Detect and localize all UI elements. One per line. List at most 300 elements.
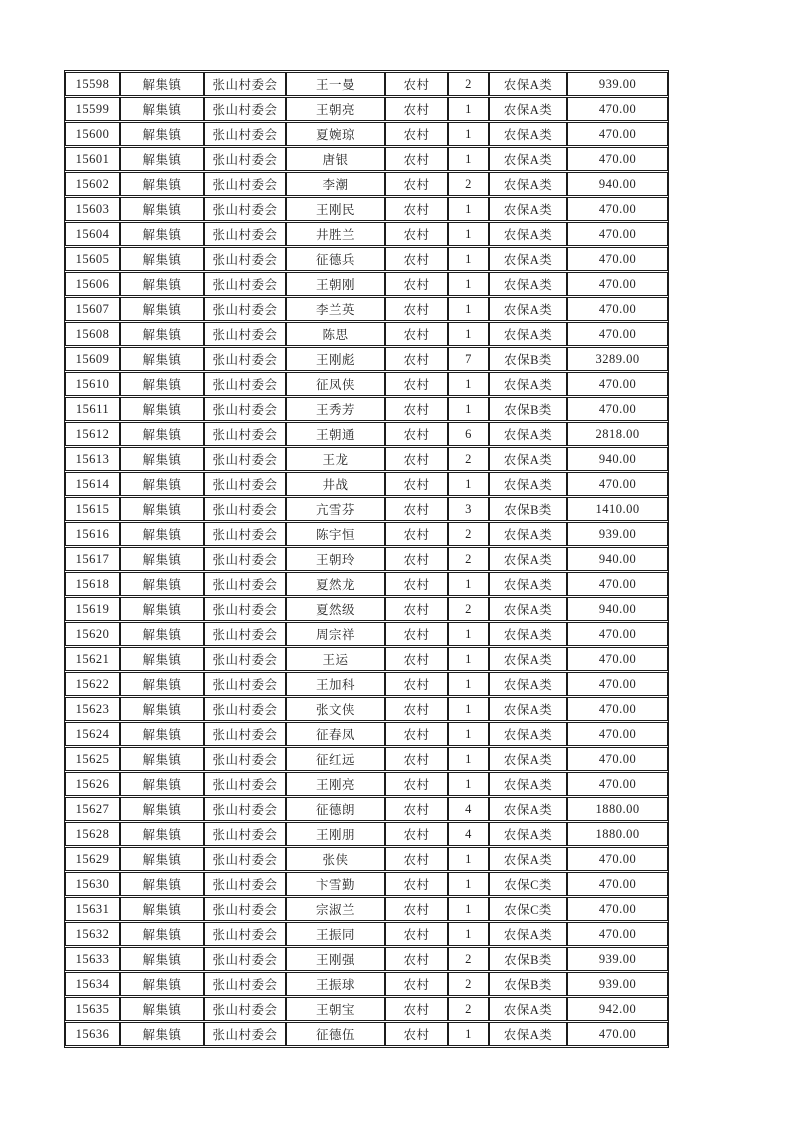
cell-person-count: 1 <box>448 222 489 246</box>
cell-village-committee: 张山村委会 <box>204 72 286 96</box>
cell-amount: 470.00 <box>567 697 668 721</box>
cell-serial-number: 15605 <box>65 247 120 271</box>
cell-insurance-category: 农保B类 <box>489 972 567 996</box>
cell-amount: 939.00 <box>567 972 668 996</box>
cell-amount: 470.00 <box>567 197 668 221</box>
cell-village-committee: 张山村委会 <box>204 147 286 171</box>
cell-amount: 470.00 <box>567 222 668 246</box>
table-row <box>65 847 668 871</box>
cell-town: 解集镇 <box>120 172 204 196</box>
cell-person-name: 张侠 <box>286 847 385 871</box>
cell-serial-number: 15632 <box>65 922 120 946</box>
cell-area-type: 农村 <box>385 272 448 296</box>
cell-serial-number: 15619 <box>65 597 120 621</box>
cell-insurance-category: 农保A类 <box>489 322 567 346</box>
cell-insurance-category: 农保A类 <box>489 772 567 796</box>
cell-village-committee: 张山村委会 <box>204 422 286 446</box>
cell-person-name: 征德朗 <box>286 797 385 821</box>
cell-village-committee: 张山村委会 <box>204 722 286 746</box>
table-row <box>65 1022 668 1046</box>
cell-town: 解集镇 <box>120 422 204 446</box>
cell-person-count: 1 <box>448 247 489 271</box>
cell-insurance-category: 农保B类 <box>489 397 567 421</box>
cell-person-name: 王运 <box>286 647 385 671</box>
table-row <box>65 672 668 696</box>
cell-person-name: 征凤侠 <box>286 372 385 396</box>
cell-person-count: 4 <box>448 822 489 846</box>
cell-person-count: 1 <box>448 697 489 721</box>
cell-insurance-category: 农保A类 <box>489 797 567 821</box>
table-row <box>65 997 668 1021</box>
cell-amount: 470.00 <box>567 847 668 871</box>
table-row <box>65 222 668 246</box>
cell-town: 解集镇 <box>120 672 204 696</box>
cell-area-type: 农村 <box>385 797 448 821</box>
cell-town: 解集镇 <box>120 597 204 621</box>
table-row <box>65 472 668 496</box>
cell-area-type: 农村 <box>385 297 448 321</box>
table-row <box>65 297 668 321</box>
cell-person-name: 李潮 <box>286 172 385 196</box>
cell-town: 解集镇 <box>120 197 204 221</box>
cell-village-committee: 张山村委会 <box>204 1022 286 1046</box>
cell-village-committee: 张山村委会 <box>204 322 286 346</box>
cell-area-type: 农村 <box>385 472 448 496</box>
cell-person-count: 1 <box>448 197 489 221</box>
table-row <box>65 72 668 96</box>
cell-insurance-category: 农保A类 <box>489 247 567 271</box>
cell-town: 解集镇 <box>120 1022 204 1046</box>
cell-area-type: 农村 <box>385 1022 448 1046</box>
cell-person-count: 1 <box>448 472 489 496</box>
cell-village-committee: 张山村委会 <box>204 872 286 896</box>
cell-person-count: 1 <box>448 1022 489 1046</box>
cell-serial-number: 15617 <box>65 547 120 571</box>
cell-insurance-category: 农保C类 <box>489 897 567 921</box>
cell-serial-number: 15621 <box>65 647 120 671</box>
table-row <box>65 372 668 396</box>
cell-person-name: 王振同 <box>286 922 385 946</box>
cell-person-count: 1 <box>448 397 489 421</box>
cell-amount: 470.00 <box>567 272 668 296</box>
table-row <box>65 647 668 671</box>
cell-town: 解集镇 <box>120 97 204 121</box>
cell-village-committee: 张山村委会 <box>204 747 286 771</box>
cell-person-count: 1 <box>448 97 489 121</box>
cell-insurance-category: 农保A类 <box>489 997 567 1021</box>
cell-serial-number: 15625 <box>65 747 120 771</box>
table-row <box>65 797 668 821</box>
cell-village-committee: 张山村委会 <box>204 622 286 646</box>
cell-village-committee: 张山村委会 <box>204 397 286 421</box>
cell-area-type: 农村 <box>385 97 448 121</box>
cell-insurance-category: 农保A类 <box>489 722 567 746</box>
cell-person-name: 王刚亮 <box>286 772 385 796</box>
cell-person-name: 王一曼 <box>286 72 385 96</box>
table-row <box>65 247 668 271</box>
cell-person-name: 征德兵 <box>286 247 385 271</box>
cell-insurance-category: 农保A类 <box>489 572 567 596</box>
cell-person-count: 2 <box>448 447 489 471</box>
cell-serial-number: 15606 <box>65 272 120 296</box>
cell-person-name: 王振球 <box>286 972 385 996</box>
cell-area-type: 农村 <box>385 772 448 796</box>
cell-village-committee: 张山村委会 <box>204 272 286 296</box>
cell-village-committee: 张山村委会 <box>204 172 286 196</box>
cell-serial-number: 15623 <box>65 697 120 721</box>
cell-area-type: 农村 <box>385 72 448 96</box>
cell-insurance-category: 农保B类 <box>489 497 567 521</box>
cell-person-name: 李兰英 <box>286 297 385 321</box>
cell-area-type: 农村 <box>385 847 448 871</box>
table-row <box>65 922 668 946</box>
cell-insurance-category: 农保A类 <box>489 147 567 171</box>
cell-area-type: 农村 <box>385 822 448 846</box>
cell-village-committee: 张山村委会 <box>204 822 286 846</box>
cell-area-type: 农村 <box>385 647 448 671</box>
cell-town: 解集镇 <box>120 372 204 396</box>
cell-town: 解集镇 <box>120 797 204 821</box>
cell-town: 解集镇 <box>120 972 204 996</box>
table-row <box>65 872 668 896</box>
cell-person-count: 2 <box>448 597 489 621</box>
cell-serial-number: 15601 <box>65 147 120 171</box>
cell-town: 解集镇 <box>120 622 204 646</box>
cell-village-committee: 张山村委会 <box>204 972 286 996</box>
cell-serial-number: 15628 <box>65 822 120 846</box>
cell-area-type: 农村 <box>385 622 448 646</box>
cell-amount: 470.00 <box>567 322 668 346</box>
table-row <box>65 322 668 346</box>
cell-insurance-category: 农保A类 <box>489 197 567 221</box>
cell-person-count: 1 <box>448 372 489 396</box>
cell-village-committee: 张山村委会 <box>204 797 286 821</box>
cell-amount: 470.00 <box>567 647 668 671</box>
cell-person-name: 张文侠 <box>286 697 385 721</box>
cell-serial-number: 15630 <box>65 872 120 896</box>
cell-person-count: 1 <box>448 722 489 746</box>
cell-area-type: 农村 <box>385 322 448 346</box>
cell-village-committee: 张山村委会 <box>204 922 286 946</box>
cell-amount: 470.00 <box>567 572 668 596</box>
cell-insurance-category: 农保A类 <box>489 847 567 871</box>
cell-person-name: 亢雪芬 <box>286 497 385 521</box>
cell-person-name: 周宗祥 <box>286 622 385 646</box>
cell-village-committee: 张山村委会 <box>204 997 286 1021</box>
cell-amount: 2818.00 <box>567 422 668 446</box>
cell-serial-number: 15616 <box>65 522 120 546</box>
cell-serial-number: 15604 <box>65 222 120 246</box>
cell-town: 解集镇 <box>120 272 204 296</box>
cell-town: 解集镇 <box>120 547 204 571</box>
table-row <box>65 172 668 196</box>
cell-person-count: 6 <box>448 422 489 446</box>
cell-town: 解集镇 <box>120 772 204 796</box>
cell-serial-number: 15620 <box>65 622 120 646</box>
cell-town: 解集镇 <box>120 222 204 246</box>
cell-insurance-category: 农保A类 <box>489 72 567 96</box>
cell-amount: 470.00 <box>567 672 668 696</box>
cell-insurance-category: 农保A类 <box>489 97 567 121</box>
table-body <box>65 72 668 1046</box>
cell-serial-number: 15613 <box>65 447 120 471</box>
cell-person-count: 1 <box>448 872 489 896</box>
cell-area-type: 农村 <box>385 347 448 371</box>
cell-town: 解集镇 <box>120 847 204 871</box>
cell-amount: 470.00 <box>567 897 668 921</box>
cell-village-committee: 张山村委会 <box>204 222 286 246</box>
cell-town: 解集镇 <box>120 122 204 146</box>
cell-amount: 470.00 <box>567 922 668 946</box>
cell-amount: 940.00 <box>567 547 668 571</box>
cell-town: 解集镇 <box>120 897 204 921</box>
cell-person-name: 井胜兰 <box>286 222 385 246</box>
cell-amount: 470.00 <box>567 622 668 646</box>
cell-insurance-category: 农保A类 <box>489 472 567 496</box>
cell-area-type: 农村 <box>385 697 448 721</box>
cell-person-name: 井战 <box>286 472 385 496</box>
cell-amount: 470.00 <box>567 772 668 796</box>
cell-village-committee: 张山村委会 <box>204 522 286 546</box>
cell-amount: 470.00 <box>567 1022 668 1046</box>
cell-person-count: 1 <box>448 672 489 696</box>
cell-person-count: 1 <box>448 647 489 671</box>
cell-area-type: 农村 <box>385 147 448 171</box>
table-row <box>65 747 668 771</box>
cell-insurance-category: 农保B类 <box>489 347 567 371</box>
table-row <box>65 447 668 471</box>
cell-area-type: 农村 <box>385 447 448 471</box>
cell-serial-number: 15611 <box>65 397 120 421</box>
cell-area-type: 农村 <box>385 872 448 896</box>
cell-village-committee: 张山村委会 <box>204 447 286 471</box>
cell-amount: 470.00 <box>567 372 668 396</box>
cell-amount: 942.00 <box>567 997 668 1021</box>
cell-village-committee: 张山村委会 <box>204 472 286 496</box>
cell-insurance-category: 农保A类 <box>489 447 567 471</box>
cell-amount: 939.00 <box>567 522 668 546</box>
cell-area-type: 农村 <box>385 672 448 696</box>
cell-person-name: 王朝亮 <box>286 97 385 121</box>
cell-amount: 470.00 <box>567 247 668 271</box>
cell-person-count: 1 <box>448 897 489 921</box>
data-table <box>65 71 668 1047</box>
cell-amount: 1880.00 <box>567 822 668 846</box>
cell-area-type: 农村 <box>385 247 448 271</box>
cell-village-committee: 张山村委会 <box>204 847 286 871</box>
table-row <box>65 722 668 746</box>
cell-village-committee: 张山村委会 <box>204 122 286 146</box>
cell-amount: 470.00 <box>567 747 668 771</box>
cell-area-type: 农村 <box>385 722 448 746</box>
cell-town: 解集镇 <box>120 322 204 346</box>
cell-village-committee: 张山村委会 <box>204 247 286 271</box>
cell-person-name: 王朝通 <box>286 422 385 446</box>
cell-person-count: 2 <box>448 947 489 971</box>
cell-village-committee: 张山村委会 <box>204 97 286 121</box>
cell-person-count: 2 <box>448 997 489 1021</box>
cell-person-name: 卞雪勤 <box>286 872 385 896</box>
cell-serial-number: 15622 <box>65 672 120 696</box>
cell-area-type: 农村 <box>385 222 448 246</box>
cell-insurance-category: 农保A类 <box>489 547 567 571</box>
cell-person-name: 夏然级 <box>286 597 385 621</box>
cell-area-type: 农村 <box>385 997 448 1021</box>
cell-insurance-category: 农保A类 <box>489 1022 567 1046</box>
cell-person-count: 1 <box>448 622 489 646</box>
cell-insurance-category: 农保A类 <box>489 422 567 446</box>
cell-person-name: 征春凤 <box>286 722 385 746</box>
cell-insurance-category: 农保A类 <box>489 822 567 846</box>
table-row <box>65 497 668 521</box>
cell-insurance-category: 农保A类 <box>489 522 567 546</box>
cell-village-committee: 张山村委会 <box>204 372 286 396</box>
cell-person-count: 1 <box>448 147 489 171</box>
cell-serial-number: 15612 <box>65 422 120 446</box>
table-row <box>65 147 668 171</box>
cell-person-name: 唐银 <box>286 147 385 171</box>
cell-insurance-category: 农保A类 <box>489 222 567 246</box>
cell-person-count: 7 <box>448 347 489 371</box>
cell-amount: 470.00 <box>567 472 668 496</box>
cell-village-committee: 张山村委会 <box>204 597 286 621</box>
table-row <box>65 622 668 646</box>
table-row <box>65 547 668 571</box>
cell-insurance-category: 农保A类 <box>489 622 567 646</box>
cell-village-committee: 张山村委会 <box>204 547 286 571</box>
cell-town: 解集镇 <box>120 347 204 371</box>
cell-area-type: 农村 <box>385 497 448 521</box>
cell-serial-number: 15610 <box>65 372 120 396</box>
table-row <box>65 972 668 996</box>
cell-person-count: 1 <box>448 322 489 346</box>
cell-person-name: 陈思 <box>286 322 385 346</box>
cell-serial-number: 15631 <box>65 897 120 921</box>
cell-area-type: 农村 <box>385 747 448 771</box>
cell-person-name: 夏然龙 <box>286 572 385 596</box>
cell-village-committee: 张山村委会 <box>204 672 286 696</box>
cell-area-type: 农村 <box>385 522 448 546</box>
table-row <box>65 897 668 921</box>
cell-village-committee: 张山村委会 <box>204 897 286 921</box>
table-row <box>65 697 668 721</box>
cell-insurance-category: 农保A类 <box>489 672 567 696</box>
cell-person-count: 1 <box>448 772 489 796</box>
cell-person-count: 4 <box>448 797 489 821</box>
cell-town: 解集镇 <box>120 247 204 271</box>
cell-serial-number: 15598 <box>65 72 120 96</box>
cell-town: 解集镇 <box>120 572 204 596</box>
cell-amount: 470.00 <box>567 122 668 146</box>
cell-insurance-category: 农保B类 <box>489 947 567 971</box>
cell-person-name: 王秀芳 <box>286 397 385 421</box>
cell-insurance-category: 农保A类 <box>489 172 567 196</box>
cell-village-committee: 张山村委会 <box>204 947 286 971</box>
cell-village-committee: 张山村委会 <box>204 297 286 321</box>
cell-serial-number: 15602 <box>65 172 120 196</box>
cell-person-count: 1 <box>448 122 489 146</box>
table-row <box>65 347 668 371</box>
cell-amount: 470.00 <box>567 297 668 321</box>
cell-insurance-category: 农保A类 <box>489 647 567 671</box>
table-row <box>65 397 668 421</box>
cell-person-count: 2 <box>448 547 489 571</box>
cell-serial-number: 15627 <box>65 797 120 821</box>
cell-amount: 470.00 <box>567 872 668 896</box>
cell-person-name: 王朝宝 <box>286 997 385 1021</box>
cell-person-name: 征德伍 <box>286 1022 385 1046</box>
cell-village-committee: 张山村委会 <box>204 572 286 596</box>
cell-amount: 470.00 <box>567 722 668 746</box>
cell-town: 解集镇 <box>120 472 204 496</box>
cell-person-count: 2 <box>448 72 489 96</box>
cell-serial-number: 15615 <box>65 497 120 521</box>
cell-area-type: 农村 <box>385 947 448 971</box>
table-row <box>65 422 668 446</box>
cell-village-committee: 张山村委会 <box>204 697 286 721</box>
cell-serial-number: 15609 <box>65 347 120 371</box>
cell-village-committee: 张山村委会 <box>204 347 286 371</box>
table-row <box>65 572 668 596</box>
cell-village-committee: 张山村委会 <box>204 197 286 221</box>
cell-town: 解集镇 <box>120 447 204 471</box>
cell-person-name: 王龙 <box>286 447 385 471</box>
cell-town: 解集镇 <box>120 697 204 721</box>
table-row <box>65 947 668 971</box>
table-row <box>65 197 668 221</box>
cell-person-name: 陈宇恒 <box>286 522 385 546</box>
table-row <box>65 97 668 121</box>
table-row <box>65 772 668 796</box>
cell-person-count: 1 <box>448 572 489 596</box>
cell-insurance-category: 农保C类 <box>489 872 567 896</box>
cell-insurance-category: 农保A类 <box>489 597 567 621</box>
cell-person-count: 1 <box>448 847 489 871</box>
cell-amount: 940.00 <box>567 447 668 471</box>
cell-serial-number: 15626 <box>65 772 120 796</box>
cell-area-type: 农村 <box>385 572 448 596</box>
cell-person-count: 1 <box>448 922 489 946</box>
cell-area-type: 农村 <box>385 897 448 921</box>
cell-amount: 3289.00 <box>567 347 668 371</box>
cell-person-name: 王加科 <box>286 672 385 696</box>
cell-area-type: 农村 <box>385 122 448 146</box>
cell-amount: 1410.00 <box>567 497 668 521</box>
cell-person-name: 王朝刚 <box>286 272 385 296</box>
cell-area-type: 农村 <box>385 372 448 396</box>
cell-village-committee: 张山村委会 <box>204 647 286 671</box>
cell-person-name: 王朝玲 <box>286 547 385 571</box>
cell-amount: 939.00 <box>567 947 668 971</box>
cell-town: 解集镇 <box>120 647 204 671</box>
cell-area-type: 农村 <box>385 597 448 621</box>
cell-person-name: 王刚朋 <box>286 822 385 846</box>
cell-person-count: 2 <box>448 172 489 196</box>
cell-serial-number: 15603 <box>65 197 120 221</box>
cell-town: 解集镇 <box>120 497 204 521</box>
cell-serial-number: 15624 <box>65 722 120 746</box>
cell-insurance-category: 农保A类 <box>489 922 567 946</box>
cell-area-type: 农村 <box>385 422 448 446</box>
data-table-frame <box>64 70 669 1048</box>
cell-serial-number: 15608 <box>65 322 120 346</box>
cell-insurance-category: 农保A类 <box>489 372 567 396</box>
cell-town: 解集镇 <box>120 922 204 946</box>
cell-area-type: 农村 <box>385 922 448 946</box>
cell-insurance-category: 农保A类 <box>489 272 567 296</box>
cell-person-name: 王刚强 <box>286 947 385 971</box>
cell-town: 解集镇 <box>120 297 204 321</box>
